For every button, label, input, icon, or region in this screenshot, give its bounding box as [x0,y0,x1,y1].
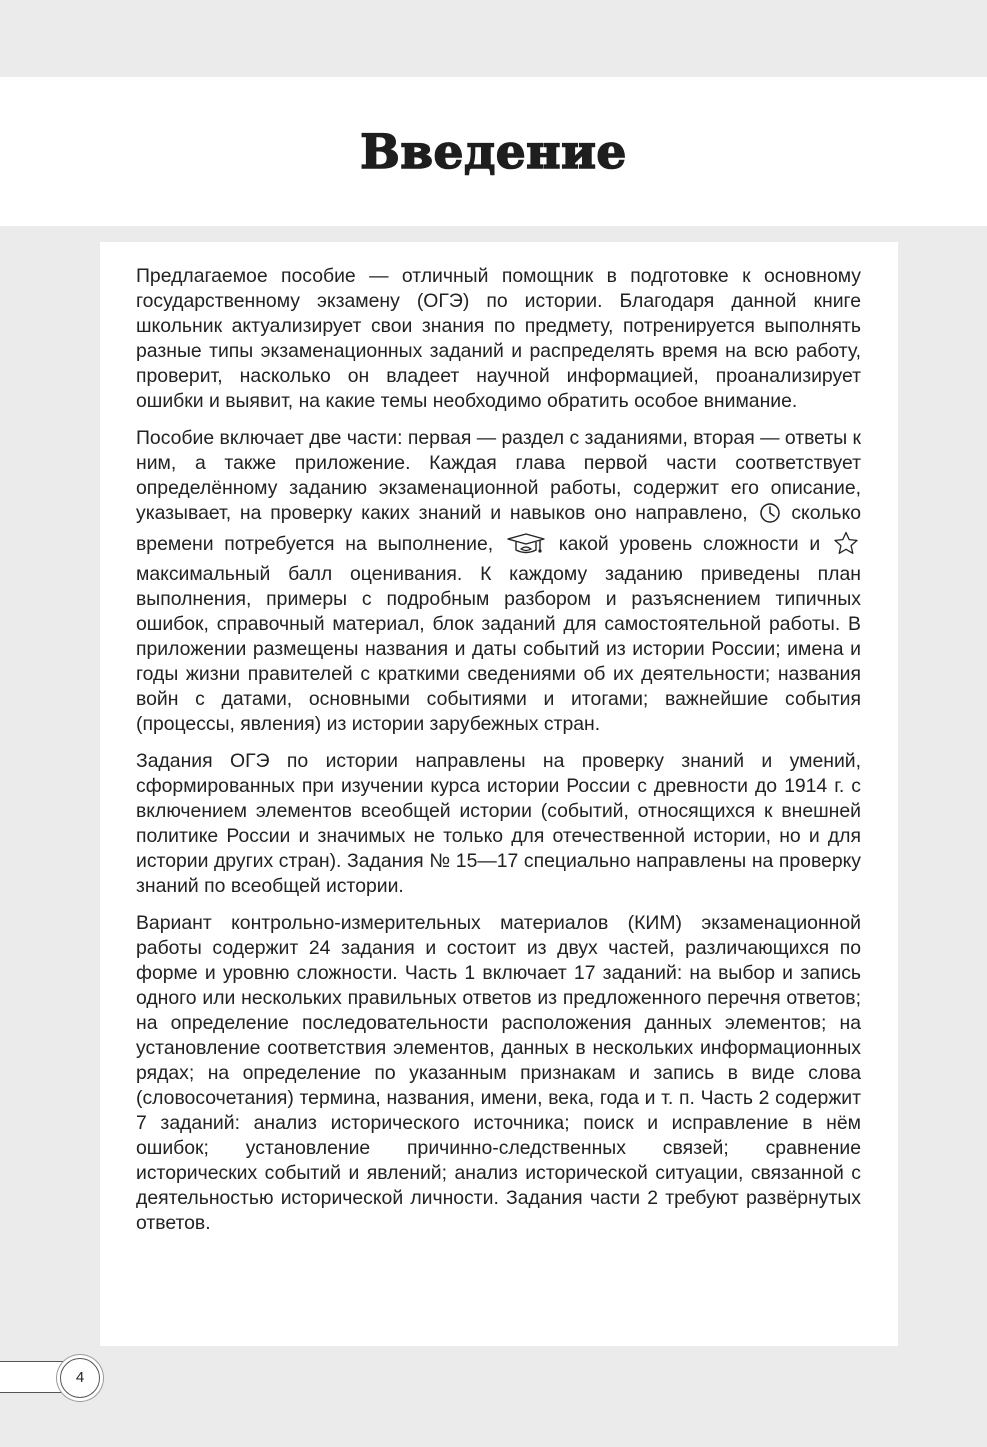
clock-icon [759,502,781,531]
page-title: Введение [360,125,627,180]
content-text [136,264,861,1248]
content-panel [100,242,898,1346]
star-icon [833,531,859,562]
graduation-cap-icon [506,533,546,562]
paragraph-structure-part-2: сколько времени потребуется на выполнение, [136,502,861,555]
paragraph-tasks: Задания ОГЭ по истории направлены на проверку знаний и умений, сформированных при изучении курса истории России с древности до 1914 г. с включением элементов всеобщей истории (событий, относящихся к внешней политике России и значимых не только для отечественной истории, но и для истории других стран). Задания № 15—17 специально направлены на проверку знаний по всеобщей истории. [136,750,861,897]
paragraph-structure-part-3: какой уровень сложности и [558,533,821,555]
paragraph-kim: Вариант контрольно-измерительных материалов (КИМ) экзаменационной работы содержит 24 задания и состоит из двух частей, различающихся по форме и уровню сложности. Часть 1 включает 17 заданий: на выбор и запись одного или нескольких правильных ответов из предложенного перечня ответов; на определение последовательности расположения данных элементов; на установление соответствия элементов, данных в нескольких информационных рядах; на определение по указанным признакам и запись в виде слова (словосочетания) термина, названия, имени, века, года и т. п. Часть 2 содержит 7 заданий: анализ исторического источника; поиск и исправление в нём ошибок; установление причинно-следственных связей; сравнение исторических событий и явлений; анализ исторической ситуации, связанной с деятельностью исторической личности. Задания части 2 требуют развёрнутых ответов. [136,912,861,1234]
paragraph-structure-part-1: Пособие включает две части: первая — раздел с заданиями, вторая — ответы к ним, а также приложение. Каждая глава первой части соответствует определённому заданию экзаменационной работы, содержит его описание, указывает, на проверку каких знаний и навыков оно направлено, [136,427,862,524]
page-number: 4 [60,1358,100,1398]
paragraph-structure [136,426,861,737]
paragraph-structure-part-4: максимальный балл оценивания. К каждому заданию приведены план выполнения, примеры с подробным разбором и разъяснением типичных ошибок, справочный материал, блок заданий для самостоятельной работы. В приложении размещены названия и даты событий из истории России; имена и годы жизни правителей с краткими сведениями об их деятельности; названия войн с датами, основными событиями и итогами; важнейшие события (процессы, явления) из истории зарубежных стран. [136,563,861,735]
paragraph-intro: Предлагаемое пособие — отличный помощник в подготовке к основному государственному экзамену (ОГЭ) по истории. Благодаря данной книге школьник актуализирует свои знания по предмету, потренируется выполнять разные типы экзаменационных заданий и распределять время на всю работу, проверит, насколько он владеет научной информацией, проанализирует ошибки и выявит, на какие темы необходимо обратить особое внимание. [136,265,861,412]
